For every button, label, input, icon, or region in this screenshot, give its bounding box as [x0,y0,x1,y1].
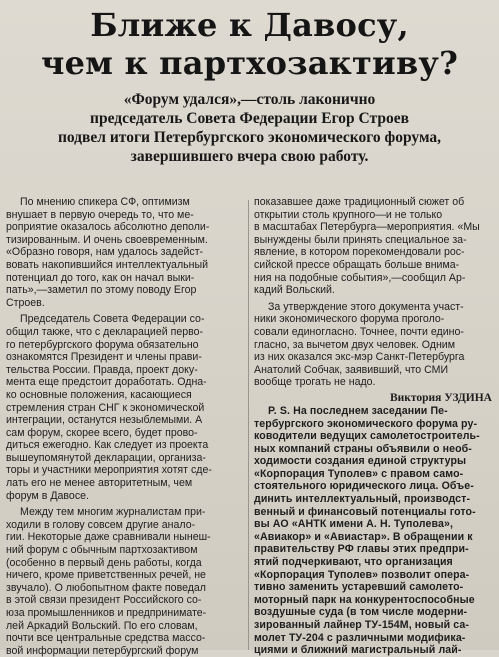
text-line: вынуждены были принять специальное за- [254,233,467,246]
article-paragraph [254,301,494,389]
text-line: тербургского экономического форума ру- [254,417,478,430]
text-line: воздушные суда (в том числе модерни- [254,606,468,619]
text-line: вы АО «АНТК имени А. Н. Туполева», [254,518,453,531]
text-line: открытии столь крупного—и не только [254,208,443,221]
text-line: молет ТУ-204 с различными модифика- [254,631,466,644]
text-line: динить интеллектуальный, производст- [254,493,471,506]
text-line: роприятие оказалось абсолютно деполи- [6,221,210,234]
text-line: Между тем многим журналистам при- [20,506,206,519]
lead-line: председатель Совета Федерации Егор Строев [90,110,409,127]
text-line: сийской прессе обращать больше внима- [254,258,460,271]
text-line: (особенно в первый день работы, когда [6,556,202,569]
text-line: интеграции, останутся незыблемыми. А [6,414,203,427]
article-lead [0,90,499,166]
text-line: венный и финансовый потенциалы гото- [254,505,476,518]
text-line: в масштабах Петербурга—мероприятия. «Мы [254,221,480,234]
text-line: лей Аркадий Вольский. По его словам, [6,619,198,632]
text-line: пать»,—заметил по этому поводу Егор [6,284,197,297]
lead-line: подвел итоги Петербургского экономического форума, [57,129,442,146]
text-line: ходимости создания единой структуры [254,455,467,468]
text-line: явление, в котором порекомендовали рос- [254,246,465,259]
text-line: По мнению спикера СФ, оптимизм [20,196,190,208]
text-line: Строев. [6,296,45,309]
text-line: моторный парк на конкурентоспособные [254,593,475,606]
author-signature: Виктория УЗДИНА [389,391,492,404]
article-headline [0,0,499,82]
headline-line: чем к партхозактиву? [40,44,459,82]
postscript-paragraph [254,405,494,657]
text-line: го петербургского форума обязательно [6,338,199,351]
text-line: «Авиакор» и «Авиастар». В обращении к [254,530,473,543]
text-line: ния на подобные события»,—сообщил Ар- [254,271,466,284]
text-line: гласно, за вычетом двух человек. Одним [254,338,456,351]
text-line: зированный лайнер ТУ-154М, новый са- [254,619,470,631]
text-line: внушает в первую очередь то, что ме- [6,208,194,221]
text-line: тивно заменить устаревший самолето- [254,581,464,594]
text-line: сам форум, скорее всего, будет прово- [6,426,198,439]
article-paragraph [6,313,244,502]
text-line: Анатолий Собчак, заявивший, что СМИ [254,363,449,376]
text-line: звучало). О любопытном факте поведал [6,581,206,594]
text-line: За утверждение этого документа участ- [268,300,464,313]
text-line: ознакомятся Президент и члены прави- [6,351,202,364]
text-line: почти все центральные средства массо- [6,632,206,645]
text-line: гии. Некоторые даже сравнивали нынеш- [6,531,211,544]
text-line: стоятельного юридического лица. Объе- [254,480,474,493]
text-line: кадий Вольский. [254,284,335,297]
text-line: тельства России. Правда, проект доку- [6,363,198,376]
text-line: циями и ближний магистральный лай- [254,644,462,657]
text-line: вообще трогать не надо. [254,376,376,389]
text-line: ко основные положения, касающиеся [6,388,192,401]
text-line: форум в Давосе. [6,489,89,502]
article-paragraph [6,196,244,309]
text-line: стремления стран СНГ к экономической [6,401,205,414]
text-line: лать его не менее авторитетным, чем [6,477,193,490]
text-line: тизированным. И очень своевременным. [6,233,208,246]
text-line: торы и участники мероприятия хотят сде- [6,464,212,477]
text-line: юза промышленников и предпринимате- [6,607,207,619]
right-column [254,196,494,657]
right-column-body [254,196,494,389]
text-line: Председатель Совета Федерации со- [20,313,205,326]
lead-line: «Форум удался»,—столь лаконично [123,91,376,108]
text-line: ничего, кроме приветственных речей, не [6,569,206,582]
headline-line: Ближе к Давосу, [90,6,409,44]
text-line: ники экономического форума проголо- [254,313,445,326]
column-divider [248,200,249,650]
text-line: показавшее даже традиционный сюжет об [254,196,465,208]
text-line: «Образно говоря, нам удалось задейст- [6,246,204,259]
text-line: из них оказался экс-мэр Санкт-Петербурга [254,351,465,364]
left-column [6,196,244,657]
text-line: диться ежегодно. Как следует из проекта [6,439,209,452]
article-paragraph [6,506,244,657]
text-line: ных компаний страны объявили о необ- [254,442,472,455]
text-line: вышеупомянутой декларации, организа- [6,451,206,464]
text-line: «Корпорация Туполев» позволит опера- [254,568,470,581]
text-line: потенциал до того, как он начал выки- [6,271,195,284]
text-line: общил также, что с декларацией перво- [6,325,204,338]
text-line: ятий подчеркивают, что организация [254,556,453,569]
text-line: ний форум с обычным партхозактивом [6,544,198,557]
text-line: правительству РФ главы этих предпри- [254,543,469,556]
text-line: P. S. На последнем заседании Пе- [268,404,448,417]
text-line: совали единогласно. Точнее, почти едино- [254,325,464,338]
article-paragraph [254,196,494,297]
text-line: вой информации петербургский форум [6,644,199,657]
text-line: ководители ведущих самолетостроитель- [254,430,480,443]
text-line: в этой связи президент Российского со- [6,594,202,607]
text-line: вовать накопившийся интеллектуальный [6,258,209,271]
text-line: «Корпорация Туполев» с правом само- [254,467,464,480]
lead-line: завершившего вчера свою работу. [130,148,369,165]
text-line: ходили в голову совсем другие анало- [6,518,196,531]
text-line: мента еще предстоит доработать. Одна- [6,376,207,389]
